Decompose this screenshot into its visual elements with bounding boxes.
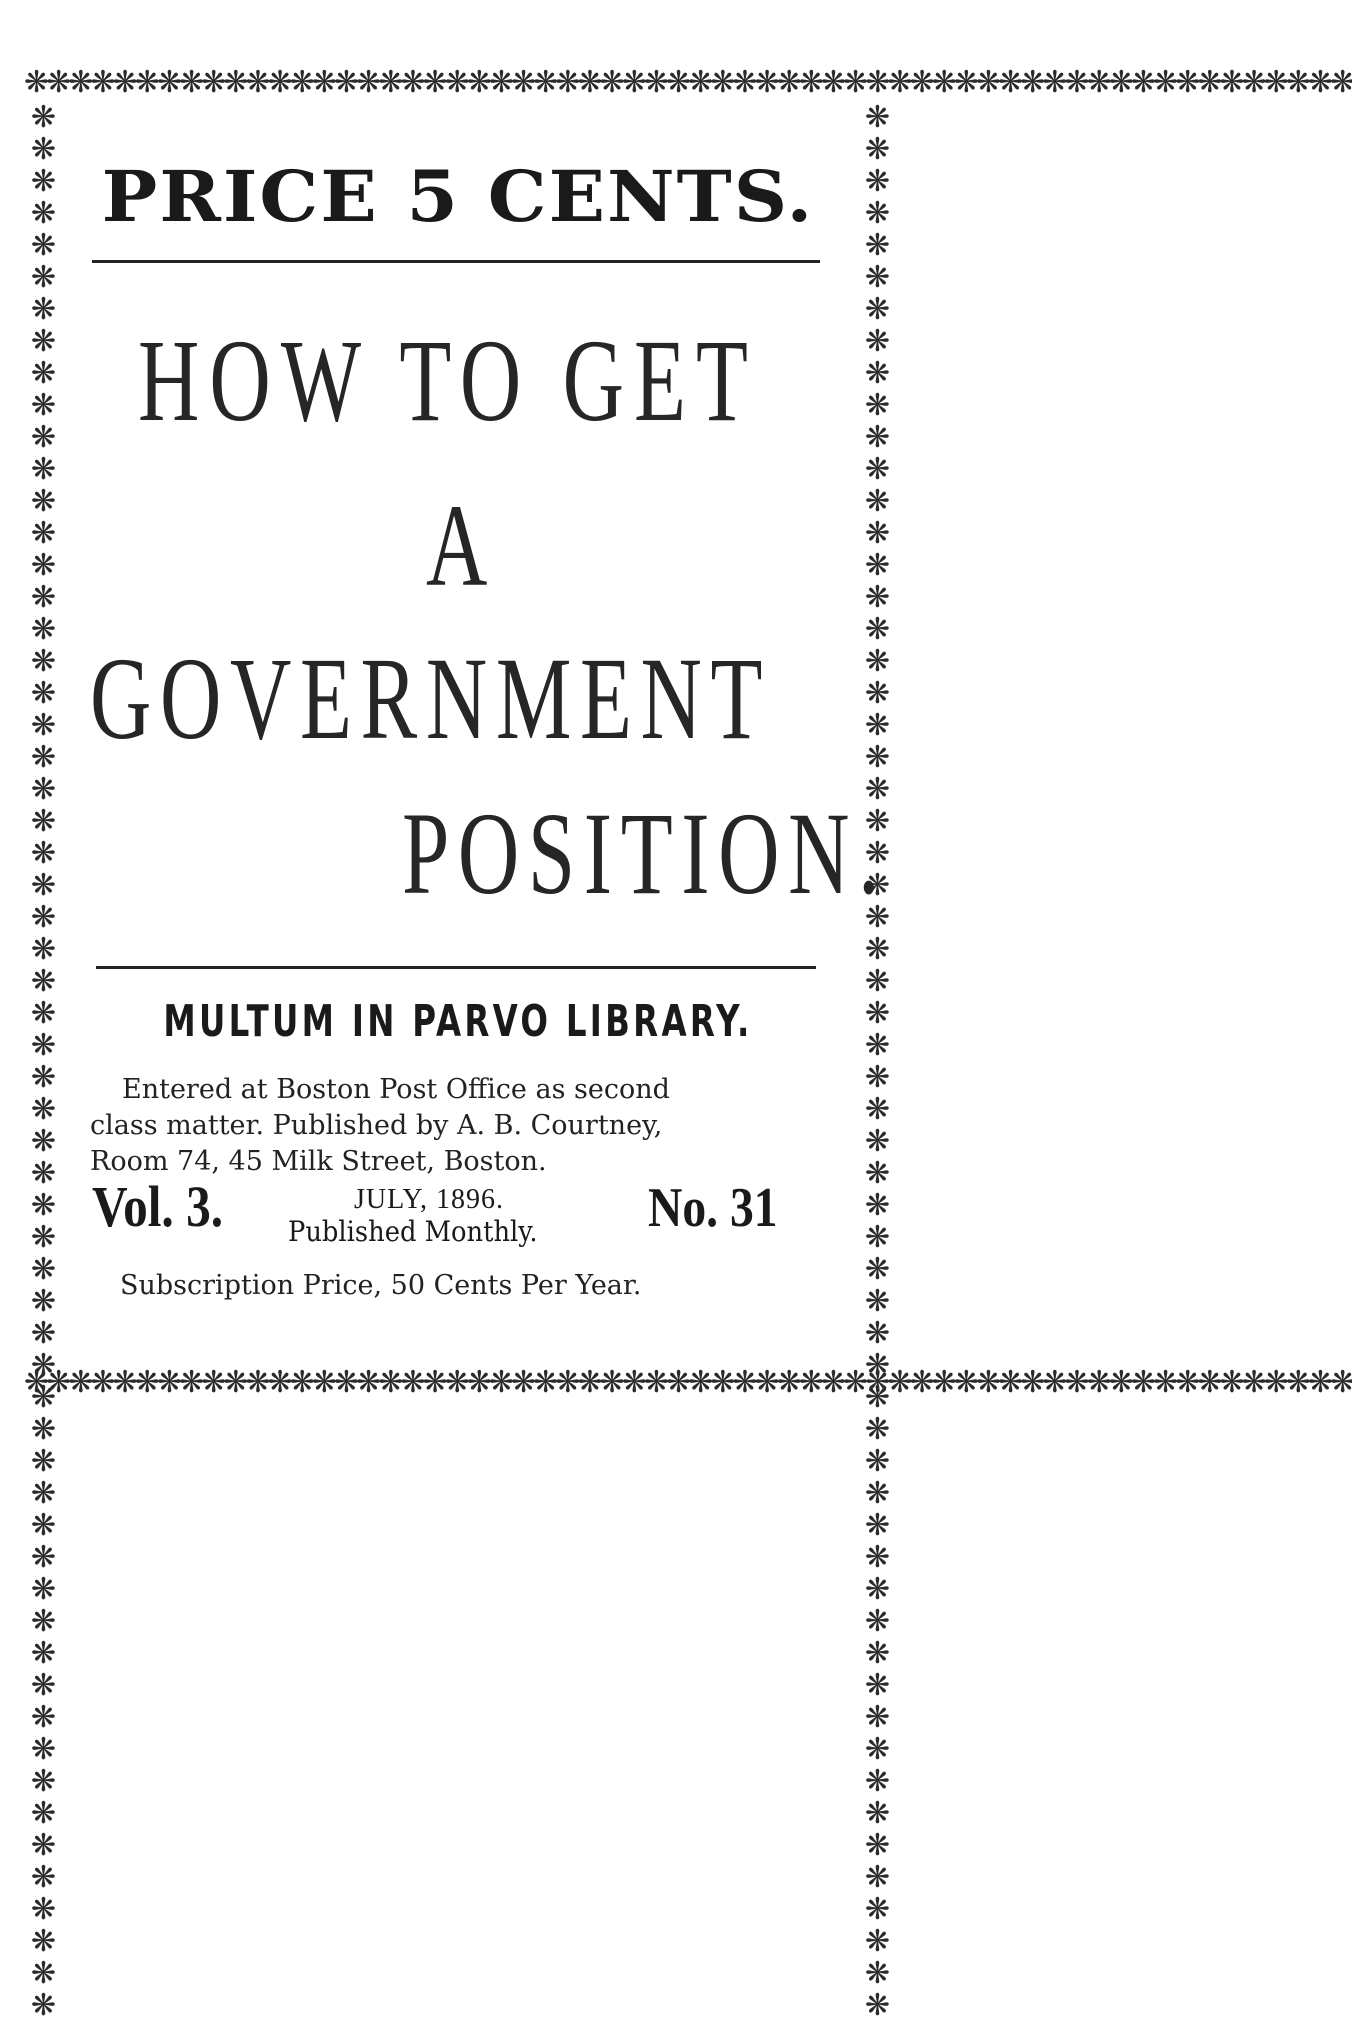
entry-notice-line-1: Entered at Boston Post Office as second — [122, 1074, 670, 1105]
title-line-1: HOW TO GET — [138, 315, 758, 446]
subscription-price: Subscription Price, 50 Cents Per Year. — [120, 1270, 642, 1301]
title-line-2: A — [426, 480, 489, 611]
price-heading: PRICE 5 CENTS. — [101, 156, 815, 238]
entry-notice — [90, 1072, 830, 1180]
divider-top — [92, 260, 820, 263]
ornamental-border-top: ❋❋❋❋❋❋❋❋❋❋❋❋❋❋❋❋❋❋❋❋❋❋❋❋❋❋❋❋❋❋❋❋❋❋❋❋❋❋❋❋❋❋❋❋❋❋❋❋❋❋❋❋❋❋❋❋❋❋❋❋ — [24, 65, 1352, 100]
issue-date: JULY, 1896. — [354, 1184, 505, 1215]
entry-notice-line-2: class matter. Published by A. B. Courtney, — [90, 1110, 663, 1141]
publication-frequency: Published Monthly. — [288, 1215, 538, 1248]
volume-label: Vol. 3. — [92, 1174, 224, 1239]
ornamental-border-right: ❋❋❋❋❋❋❋❋❋❋❋❋❋❋❋❋❋❋❋❋❋❋❋❋❋❋❋❋❋❋❋❋❋❋❋❋❋❋❋❋❋❋❋❋❋❋❋❋❋❋❋❋❋❋❋❋❋❋❋❋ — [860, 100, 895, 2020]
divider-bottom — [96, 966, 816, 969]
title-line-3: GOVERNMENT — [90, 633, 772, 764]
library-name: MULTUM IN PARVO LIBRARY. — [163, 996, 753, 1047]
title-line-4: POSITION. — [402, 788, 889, 919]
issue-number: No. 31 — [648, 1177, 778, 1239]
entry-notice-line-3: Room 74, 45 Milk Street, Boston. — [90, 1146, 547, 1177]
ornamental-border-left: ❋❋❋❋❋❋❋❋❋❋❋❋❋❋❋❋❋❋❋❋❋❋❋❋❋❋❋❋❋❋❋❋❋❋❋❋❋❋❋❋❋❋❋❋❋❋❋❋❋❋❋❋❋❋❋❋❋❋❋❋ — [26, 100, 61, 2020]
ornamental-border-bottom: ❋❋❋❋❋❋❋❋❋❋❋❋❋❋❋❋❋❋❋❋❋❋❋❋❋❋❋❋❋❋❋❋❋❋❋❋❋❋❋❋❋❋❋❋❋❋❋❋❋❋❋❋❋❋❋❋❋❋❋❋ — [24, 1365, 1352, 1400]
